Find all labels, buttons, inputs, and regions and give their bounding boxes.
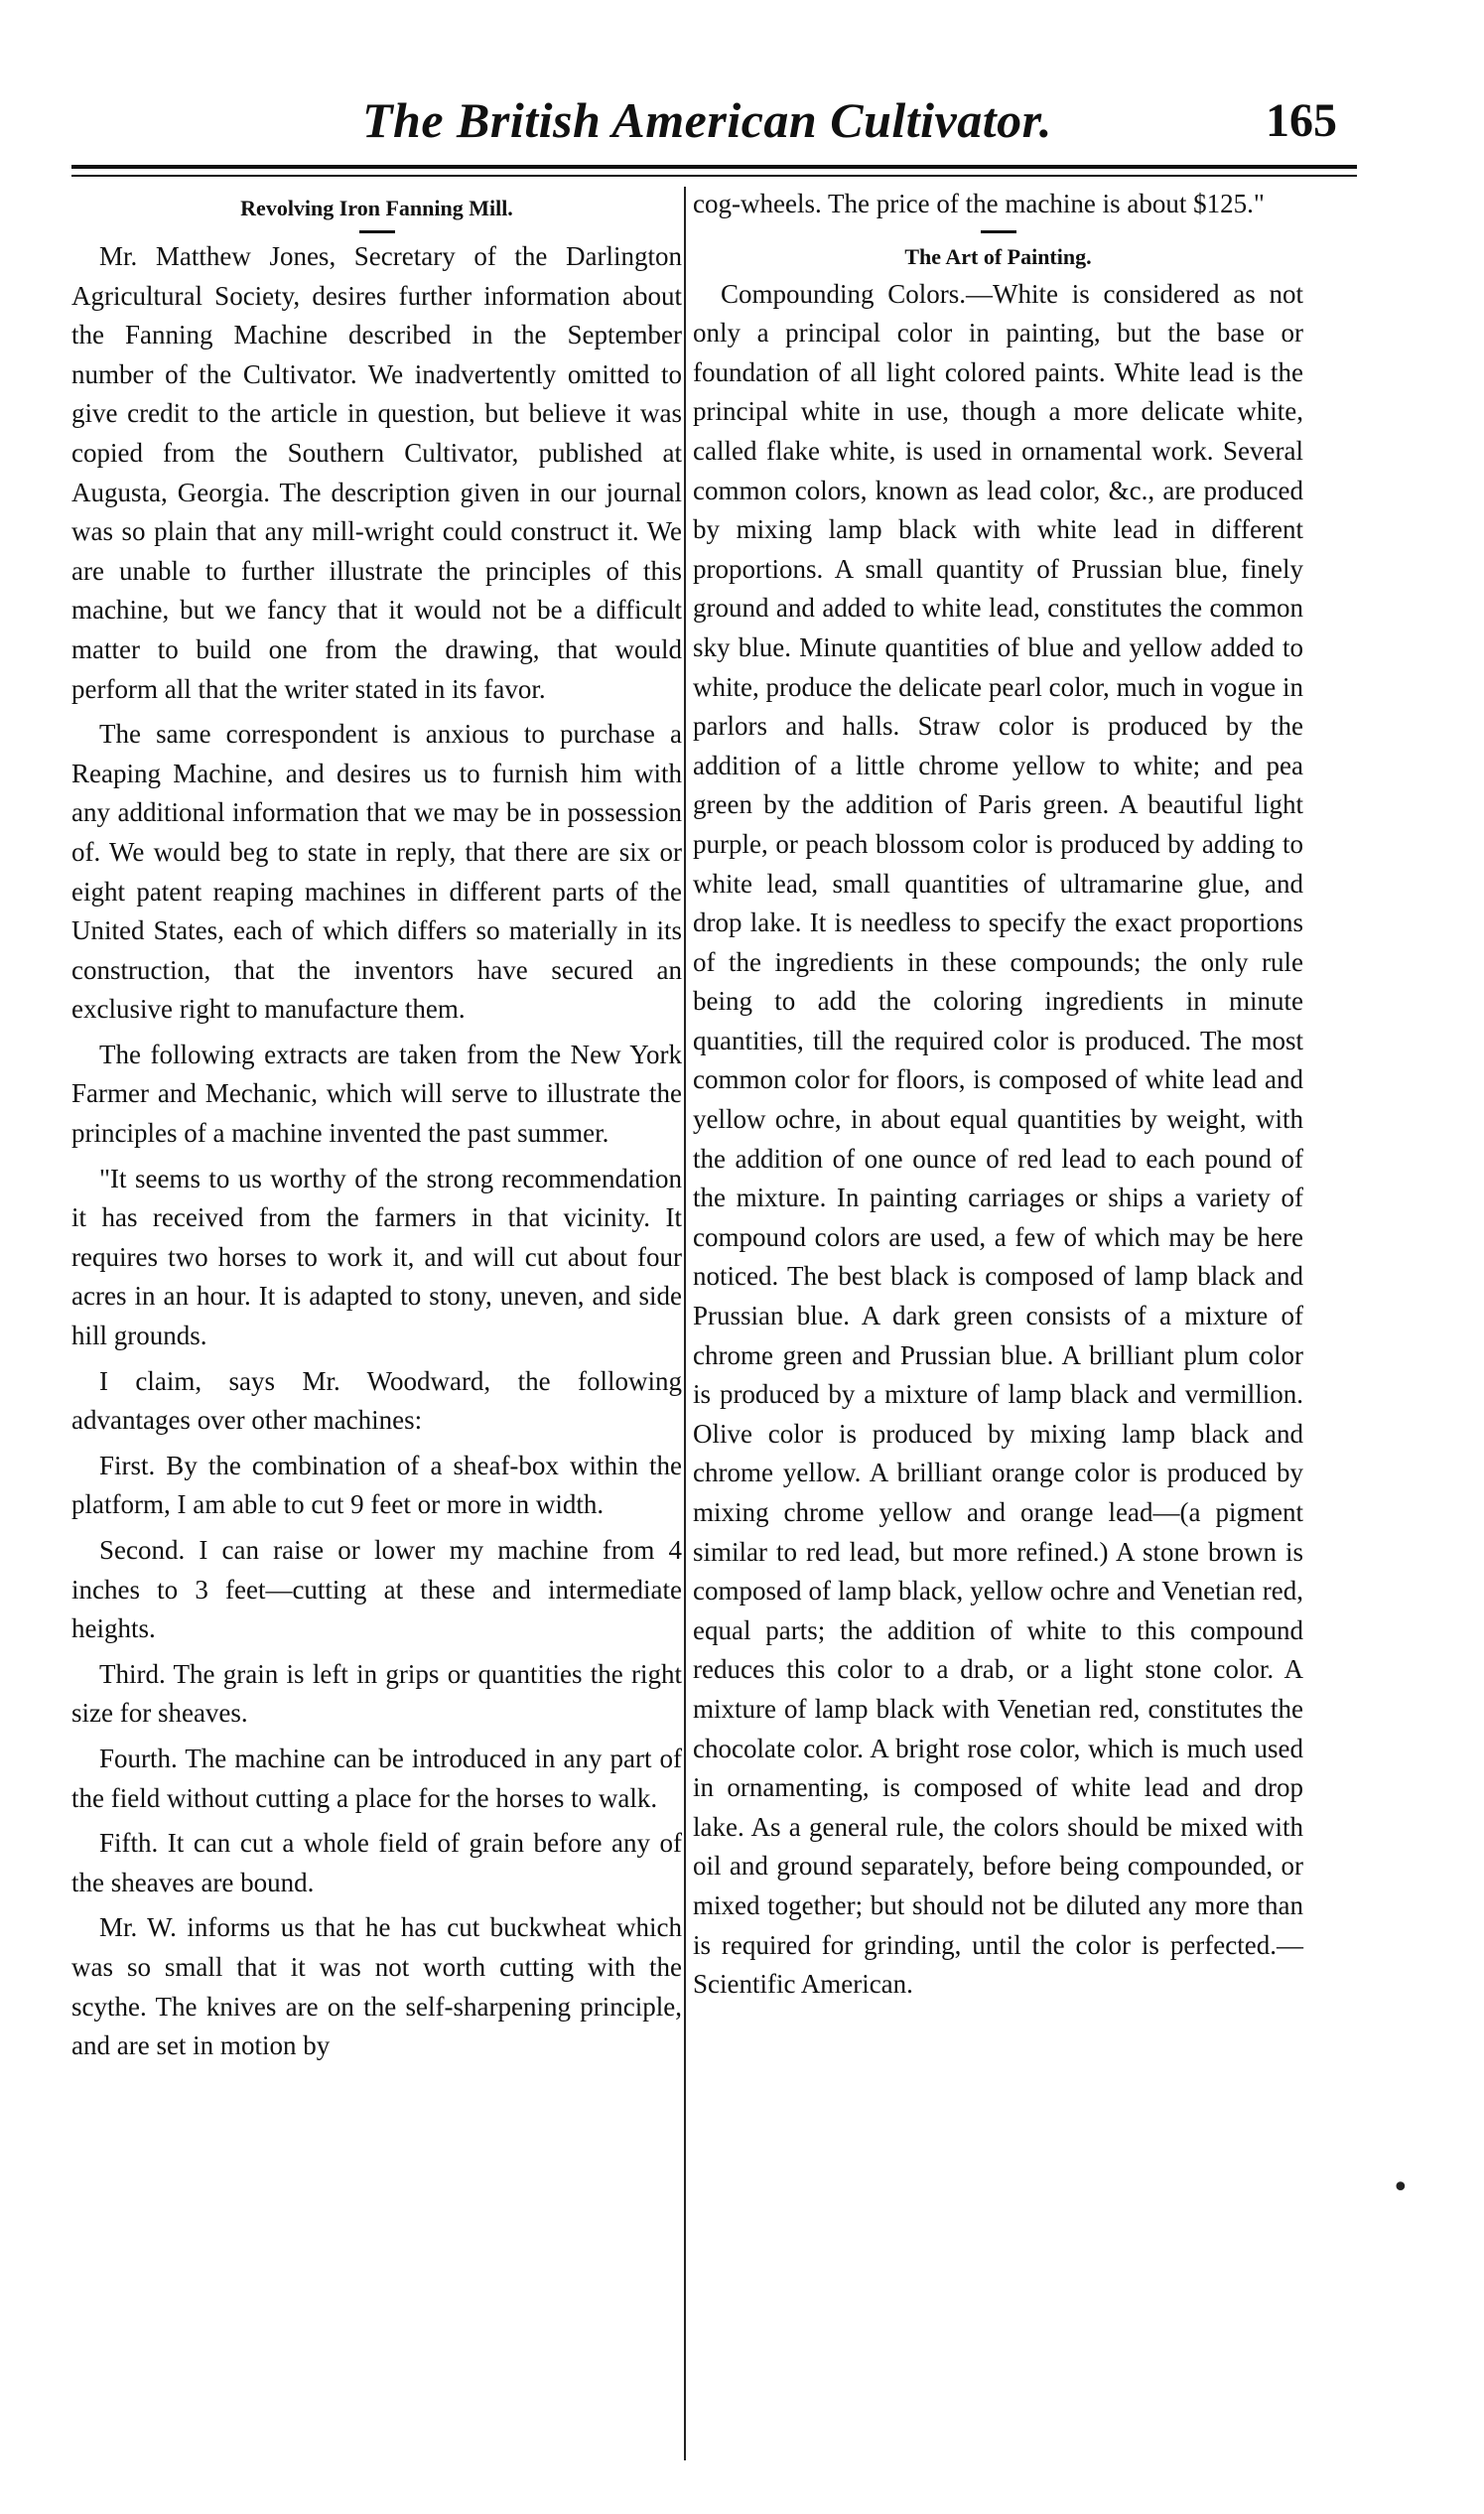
left-paragraph: Mr. Matthew Jones, Secretary of the Darlington Agricultural Society, desires further information about the Fanning Machine described in the September number of the Cultivator. We inadvertently omitted to give credit to the article in question, but believe it was copied from the Southern Cultivator, published at Augusta, Georgia. The description given in our journal was so plain that any mill-wright could construct it. We are unable to further illustrate the principles of this machine, but we fancy that it would not be a difficult matter to build one from the drawing, that would perform all that the writer stated in its favor. [71,241,682,704]
left-paragraph: First. By the combination of a sheaf-box within the platform, I am able to cut 9 feet or more in width. [71,1450,682,1520]
column-divider [684,187,686,2460]
left-paragraph: The same correspondent is anxious to purchase a Reaping Machine, and desires us to furnish him with any additional information that we may be in possession of. We would beg to state in reply, that there are six or eight patent reaping machines in different parts of the United States, each of which differs so materially in its construction, that the inventors have secured an exclusive right to manufacture them. [71,719,682,1025]
journal-title: The British American Cultivator. [362,92,1052,148]
left-paragraph: Second. I can raise or lower my machine from 4 inches to 3 feet—cutting at these and intermediate heights. [71,1535,682,1644]
header-rule-thin [71,175,1357,177]
right-column [693,185,1303,2011]
left-paragraph: Third. The grain is left in grips or quantities the right size for sheaves. [71,1658,682,1729]
article-heading-fanning-mill: Revolving Iron Fanning Mill. [240,196,513,220]
page-number: 165 [1266,94,1337,147]
right-paragraph: Compounding Colors.—White is considered as not only a principal color in painting, but the base or foundation of all light colored paints. White lead is the principal white in use, though a more delicate white, called flake white, is used in ornamental work. Several common colors, known as lead color, &c., are produced by mixing lamp black with white lead in different proportions. A small quantity of Prussian blue, finely ground and added to white lead, constitutes the common sky blue. Minute quantities of blue and yellow added to white, produce the delicate pearl color, much in vogue in parlors and halls. Straw color is produced by the addition of a little chrome yellow to white; and pea green by the addition of Paris green. A beautiful light purple, or peach blossom color is produced by adding to white lead, small quantities of ultramarine glue, and drop lake. It is needless to specify the exact proportions of the ingredients in these compounds; the only rule being to add the coloring ingredients in minute quantities, till the required color is produced. The most common color for floors, is composed of white lead and yellow ochre, in about equal quantities by weight, with the addition of one ounce of red lead to each pound of the mixture. In painting carriages or ships a variety of compound colors are used, a few of which may be here noticed. The best black is composed of lamp black and Prussian blue. A dark green consists of a mixture of chrome green and Prussian blue. A brilliant plum color is produced by a mixture of lamp black and vermillion. Olive color is produced by mixing lamp black and chrome yellow. A brilliant orange color is produced by mixing chrome yellow and orange lead—(a pigment similar to red lead, but more refined.) A stone brown is composed of lamp black, yellow ochre and Venetian red, equal parts; the addition of white to this compound reduces this color to a drab, or a light stone color. A mixture of lamp black with Venetian red, constitutes the chocolate color. A bright rose color, which is much used in ornamenting, is composed of white lead and drop lake. As a general rule, the colors should be mixed with oil and ground separately, before being compounded, or mixed together; but should not be diluted any more than is required for grinding, until the color is perfected.—Scientific American. [693,278,1303,2000]
left-paragraph: Fifth. It can cut a whole field of grain before any of the sheaves are bound. [71,1828,682,1897]
right-lead-paragraph: cog-wheels. The price of the machine is about $125." [693,189,1265,218]
scan-speck: • [1392,2170,1410,2205]
left-paragraph: I claim, says Mr. Woodward, the following advantages over other machines: [71,1365,682,1436]
article-heading-painting: The Art of Painting. [904,243,1092,269]
left-paragraph: Mr. W. informs us that he has cut buckwheat which was so small that it was not worth cutting with the scythe. The knives are on the self-sharpening principle, and are set in motion by [71,1912,682,2061]
left-column [71,185,682,2072]
heading-dash [981,230,1016,233]
heading-dash [359,230,395,233]
header-rule-thick [71,165,1357,169]
left-paragraph: "It seems to us worthy of the strong recommendation it has received from the farmers in that vicinity. It requires two horses to work it, and will cut about four acres in an hour. It is adapted to stony, uneven, and side hill grounds. [71,1163,682,1351]
running-head [60,91,1350,161]
left-paragraph: The following extracts are taken from the New York Farmer and Mechanic, which will serve to illustrate the principles of a machine invented the past summer. [71,1039,682,1149]
left-paragraph: Fourth. The machine can be introduced in any part of the field without cutting a place for the horses to walk. [71,1743,682,1813]
